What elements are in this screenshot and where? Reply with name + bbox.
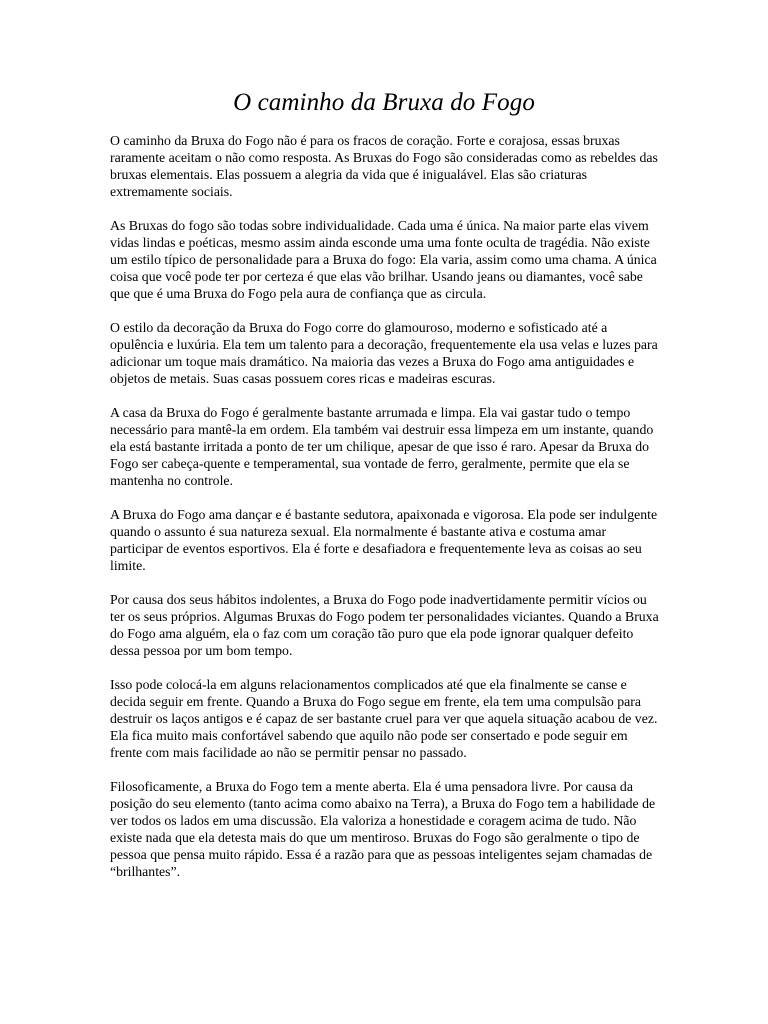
paragraph: O estilo da decoração da Bruxa do Fogo corre do glamouroso, moderno e sofisticado até a opulência e luxúria. Ela tem um talento para a decoração, frequentemente ela usa velas e luzes para adicionar um toque mais dramático. Na maioria das vezes a Bruxa do Fogo ama antiguidades e objetos de metais. Suas casas possuem cores ricas e madeiras escuras. — [110, 320, 658, 386]
page-title: O caminho da Bruxa do Fogo — [233, 89, 535, 116]
paragraph: Filosoficamente, a Bruxa do Fogo tem a mente aberta. Ela é uma pensadora livre. Por causa da posição do seu elemento (tanto acima como abaixo na Terra), a Bruxa do Fogo tem a habilidade de ver todos os lados em uma discussão. Ela valoriza a honestidade e coragem acima de tudo. Não existe nada que ela detesta mais do que um mentiroso. Bruxas do Fogo são geralmente o tipo de pessoa que pensa muito rápido. Essa é a razão para que as pessoas inteligentes sejam chamadas de “brilhantes”. — [110, 779, 656, 879]
document-body — [110, 132, 662, 897]
paragraph: O caminho da Bruxa do Fogo não é para os fracos de coração. Forte e corajosa, essas bruxas raramente aceitam o não como resposta. As Bruxas do Fogo são consideradas como as rebeldes das bruxas elementais. Elas possuem a alegria da vida que é inigualável. Elas são criaturas extremamente sociais. — [110, 133, 658, 199]
paragraph: A casa da Bruxa do Fogo é geralmente bastante arrumada e limpa. Ela vai gastar tudo o tempo necessário para mantê-la em ordem. Ela também vai destruir essa limpeza em um instante, quando ela está bastante irritada a ponto de ter um chilique, apesar de que isso é raro. Apesar da Bruxa do Fogo ser cabeça-quente e temperamental, sua vontade de ferro, geralmente, permite que ela se mantenha no controle. — [110, 405, 654, 488]
paragraph: As Bruxas do fogo são todas sobre individualidade. Cada uma é única. Na maior parte elas vivem vidas lindas e poéticas, mesmo assim ainda esconde uma uma fonte oculta de tragédia. Não existe um estilo típico de personalidade para a Bruxa do fogo: Ela varia, assim como uma chama. A única coisa que você pode ter por certeza é que elas vão brilhar. Usando jeans ou diamantes, você sabe que que é uma Bruxa do Fogo pela aura de confiança que as circula. — [110, 218, 657, 301]
paragraph: A Bruxa do Fogo ama dançar e é bastante sedutora, apaixonada e vigorosa. Ela pode ser indulgente quando o assunto é sua natureza sexual. Ela normalmente é bastante ativa e costuma amar participar de eventos esportivos. Ela é forte e desafiadora e frequentemente leva as coisas ao seu limite. — [110, 507, 658, 573]
paragraph: Isso pode colocá-la em alguns relacionamentos complicados até que ela finalmente se canse e decida seguir em frente. Quando a Bruxa do Fogo segue em frente, ela tem uma compulsão para destruir os laços antigos e é capaz de ser bastante cruel para ver que aquela situação acabou de vez. Ela fica muito mais confortável sabendo que aquilo não pode ser consertado e pode seguir em frente com mais facilidade ao não se permitir pensar no passado. — [110, 677, 658, 760]
paragraph: Por causa dos seus hábitos indolentes, a Bruxa do Fogo pode inadvertidamente permitir vícios ou ter os seus próprios. Algumas Bruxas do Fogo podem ter personalidades viciantes. Quando a Bruxa do Fogo ama alguém, ela o faz com um coração tão puro que ela pode ignorar qualquer defeito dessa pessoa por um bom tempo. — [110, 592, 659, 658]
